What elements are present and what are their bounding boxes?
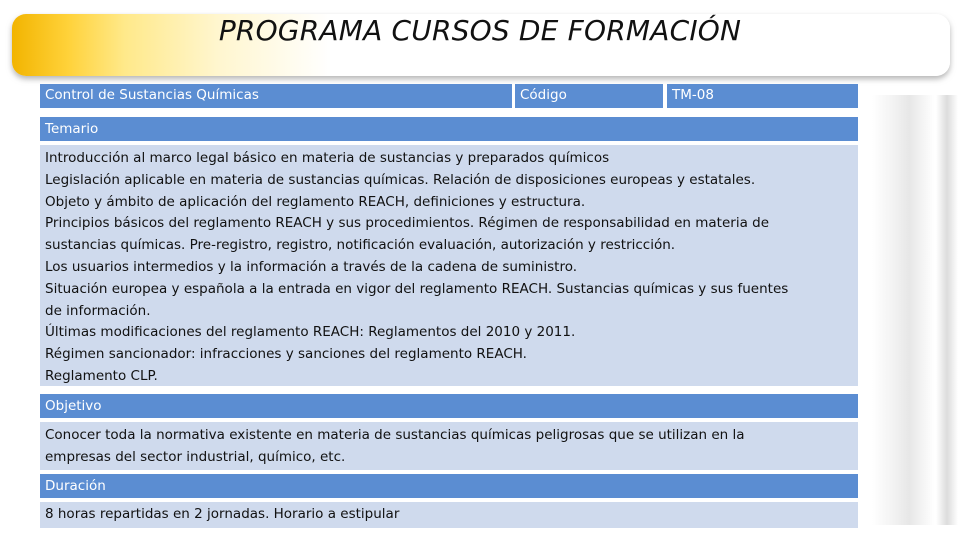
objetivo-body bbox=[40, 422, 858, 470]
duracion-body bbox=[40, 502, 858, 528]
code-value-cell bbox=[667, 84, 858, 108]
page-title: PROGRAMA CURSOS DE FORMACIÓN bbox=[218, 14, 742, 47]
objetivo-line: empresas del sector industrial, químico, etc. bbox=[45, 448, 346, 465]
objetivo-header bbox=[40, 394, 858, 418]
code-label-cell bbox=[515, 84, 663, 108]
decorative-side-bar-edge bbox=[936, 95, 958, 525]
temario-line: de información. bbox=[45, 302, 151, 319]
course-name: Control de Sustancias Químicas bbox=[45, 87, 259, 103]
temario-line: Últimas modificaciones del reglamento REACH: Reglamentos del 2010 y 2011. bbox=[45, 324, 576, 341]
temario-line: Objeto y ámbito de aplicación del reglamento REACH, definiciones y estructura. bbox=[45, 193, 586, 210]
temario-line: Situación europea y española a la entrada en vigor del reglamento REACH. Sustancias químicas y sus fuentes bbox=[45, 280, 789, 297]
duracion-header bbox=[40, 474, 858, 498]
duracion-label: Duración bbox=[45, 478, 106, 494]
temario-line: Introducción al marco legal básico en materia de sustancias y preparados químicos bbox=[45, 150, 610, 166]
temario-line: Los usuarios intermedios y la información a través de la cadena de suministro. bbox=[45, 258, 578, 275]
temario-line: Reglamento CLP. bbox=[45, 367, 158, 384]
temario-body bbox=[40, 145, 858, 386]
duracion-text: 8 horas repartidas en 2 jornadas. Horario a estipular bbox=[45, 506, 400, 522]
temario-line: Legislación aplicable en materia de sustancias químicas. Relación de disposiciones europeas y estatales. bbox=[45, 171, 756, 188]
temario-header bbox=[40, 117, 858, 141]
decorative-side-bar bbox=[872, 95, 934, 525]
objetivo-line: Conocer toda la normativa existente en materia de sustancias químicas peligrosas que se utilizan en la bbox=[45, 427, 745, 443]
temario-line: Principios básicos del reglamento REACH y sus procedimientos. Régimen de responsabilidad en materia de bbox=[45, 215, 770, 232]
temario-line: Régimen sancionador: infracciones y sanciones del reglamento REACH. bbox=[45, 346, 527, 363]
objetivo-label: Objetivo bbox=[45, 398, 102, 414]
course-name-cell bbox=[40, 84, 512, 108]
code-label: Código bbox=[520, 87, 567, 103]
code-value: TM-08 bbox=[672, 87, 714, 103]
temario-line: sustancias químicas. Pre-registro, registro, notificación evaluación, autorización y restricción. bbox=[45, 237, 676, 254]
temario-label: Temario bbox=[45, 121, 99, 137]
